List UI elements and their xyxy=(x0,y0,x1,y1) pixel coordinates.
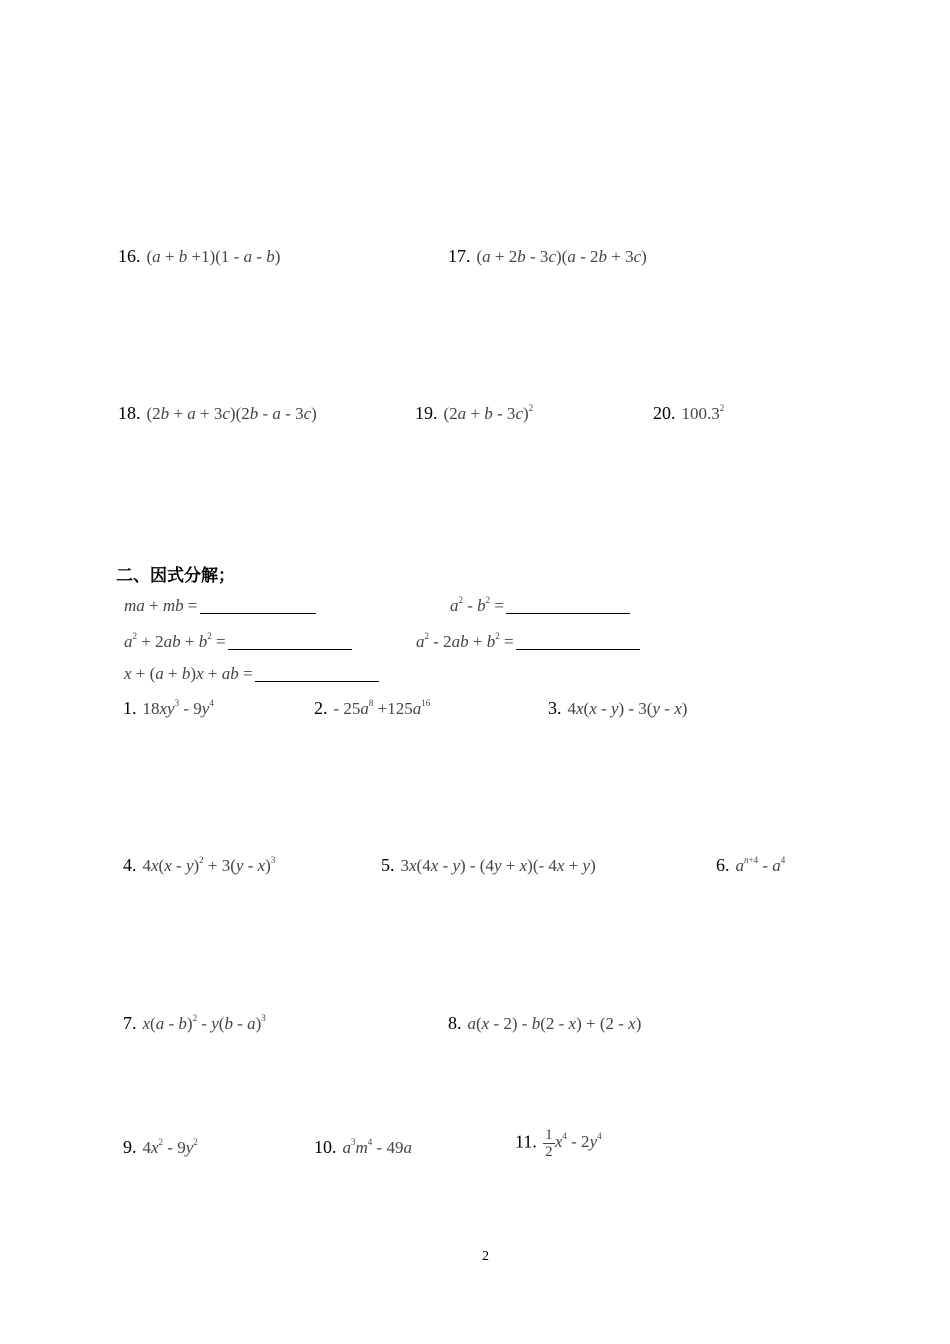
expression: - $25a^8 +125a^{16}$ xyxy=(333,698,431,718)
factor-problem-6 xyxy=(716,855,785,876)
factor-problem-11 xyxy=(515,1127,602,1160)
formula-line xyxy=(124,664,379,684)
factor-problem-9 xyxy=(123,1137,198,1158)
factor-problem-8 xyxy=(448,1013,641,1034)
problem-19 xyxy=(415,403,533,424)
problem-17 xyxy=(448,246,647,267)
problem-number: 4. xyxy=(123,855,137,875)
problem-18 xyxy=(118,403,317,424)
expression: $4x^2 - 9y^2$ xyxy=(142,1137,198,1157)
problem-20 xyxy=(653,403,724,424)
problem-number: 1. xyxy=(123,698,137,718)
expression: $(2a + b - 3c)^2$ xyxy=(443,403,534,423)
factor-problem-5 xyxy=(381,855,596,876)
formula-text: x + (a + b)x + ab = xyxy=(124,664,253,683)
problem-number: 20. xyxy=(653,403,676,423)
expression: 4x(x - y)$^2$ + 3(y - x)$^3$ xyxy=(142,855,276,875)
formula-line xyxy=(124,632,352,652)
expression: $a^{n+4} - a^4$ xyxy=(735,855,786,875)
answer-blank[interactable] xyxy=(200,598,316,614)
problem-number: 16. xyxy=(118,246,141,266)
expression: a(x - 2) - b(2 - x) + (2 - x) xyxy=(467,1014,642,1033)
formula-line xyxy=(416,632,640,652)
problem-number: 10. xyxy=(314,1137,337,1157)
problem-number: 7. xyxy=(123,1013,137,1033)
expression: 100.3$^2$ xyxy=(681,403,725,423)
formula-text: $a^2 - 2ab + b^2$ = xyxy=(416,631,514,651)
problem-number: 19. xyxy=(415,403,438,423)
problem-number: 11. xyxy=(515,1131,537,1152)
problem-number: 18. xyxy=(118,403,141,423)
problem-number: 3. xyxy=(548,698,562,718)
fraction-one-half: $\frac{1}{2}$ xyxy=(543,1127,555,1160)
problem-16 xyxy=(118,246,280,267)
answer-blank[interactable] xyxy=(255,666,379,682)
formula-text: ma + mb = xyxy=(124,596,198,615)
problem-number: 9. xyxy=(123,1137,137,1157)
factor-problem-4 xyxy=(123,855,275,876)
factor-problem-10 xyxy=(314,1137,412,1158)
problem-number: 8. xyxy=(448,1013,462,1033)
factor-problem-7 xyxy=(123,1013,266,1034)
page-number: 2 xyxy=(482,1249,489,1264)
expression: 3x(4x - y) - (4y + x)(- 4x + y) xyxy=(400,856,596,875)
answer-blank[interactable] xyxy=(516,634,640,650)
factor-problem-3 xyxy=(548,698,687,719)
expression: $18xy^3 - 9y^4$ xyxy=(142,698,214,718)
formula-line xyxy=(124,596,316,616)
problem-number: 5. xyxy=(381,855,395,875)
factor-problem-2 xyxy=(314,698,430,719)
formula-line xyxy=(450,596,630,616)
expression: $a^3m^4 - 49a$ xyxy=(342,1137,412,1157)
expression: x(a - b)$^2$ - y(b - a)$^3$ xyxy=(142,1013,266,1033)
factor-problem-1 xyxy=(123,698,214,719)
problem-number: 6. xyxy=(716,855,730,875)
expression: $\frac{1}{2}$ $x^4 - 2y^4$ xyxy=(543,1132,602,1151)
expression: (a + b +1)(1 - a - b) xyxy=(146,247,281,266)
section-heading: 二、因式分解； xyxy=(116,566,235,586)
expression: (2b + a + 3c)(2b - a - 3c) xyxy=(146,404,317,423)
answer-blank[interactable] xyxy=(228,634,352,650)
problem-number: 17. xyxy=(448,246,471,266)
expression: 4x(x - y) - 3(y - x) xyxy=(567,699,688,718)
answer-blank[interactable] xyxy=(506,598,630,614)
formula-text: $a^2 - b^2$ = xyxy=(450,595,505,615)
formula-text: $a^2 + 2ab + b^2$ = xyxy=(124,631,226,651)
expression: (a + 2b - 3c)(a - 2b + 3c) xyxy=(476,247,647,266)
problem-number: 2. xyxy=(314,698,328,718)
